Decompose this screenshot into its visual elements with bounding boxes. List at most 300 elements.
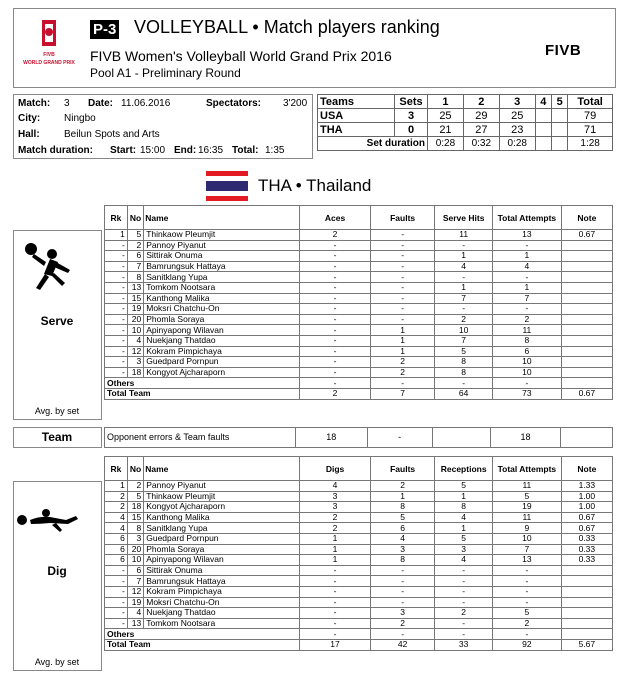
others-cell: - [300, 629, 371, 640]
dig-table [104, 456, 613, 651]
team-errors-label: Opponent errors & Team faults [105, 428, 296, 448]
set-duration-label: Set duration [318, 137, 428, 151]
cell: - [105, 272, 128, 283]
column-header: Rk [105, 206, 128, 230]
cell: 1 [435, 491, 493, 502]
score-table [317, 94, 613, 151]
cell: 4 [435, 512, 493, 523]
player-row [105, 314, 613, 325]
cell: 1 [105, 481, 128, 492]
others-row [105, 378, 613, 389]
cell: Kongyot Ajcharaporn [144, 502, 300, 513]
cell: 13 [127, 282, 143, 293]
serve-icon [22, 240, 78, 294]
team-table [104, 427, 613, 448]
cell: 2 [300, 230, 371, 241]
cell: - [105, 618, 128, 629]
cell: 2 [105, 502, 128, 513]
cell [561, 586, 612, 597]
cell: Pannoy Piyanut [144, 481, 300, 492]
player-row [105, 357, 613, 368]
cell: - [370, 293, 434, 304]
cell [561, 608, 612, 619]
player-row [105, 544, 613, 555]
cell: 7 [127, 576, 143, 587]
cell: - [493, 597, 562, 608]
cell: - [435, 576, 493, 587]
column-header: Receptions [435, 457, 493, 481]
column-header: Aces [300, 206, 371, 230]
cell [561, 272, 612, 283]
player-row [105, 512, 613, 523]
cell: 11 [493, 325, 562, 336]
thailand-flag-icon [206, 171, 248, 201]
others-cell: - [370, 378, 434, 389]
player-row [105, 261, 613, 272]
cell: 19 [493, 502, 562, 513]
cell: 5 [127, 491, 143, 502]
cell: Bamrungsuk Hattaya [144, 576, 300, 587]
cell: - [300, 240, 371, 251]
cell: Phomla Soraya [144, 544, 300, 555]
player-row [105, 597, 613, 608]
cell: - [370, 230, 434, 241]
set-score: 29 [463, 109, 499, 123]
cell: - [435, 565, 493, 576]
cell: 2 [370, 618, 434, 629]
cell: 6 [127, 565, 143, 576]
column-header: No [127, 206, 143, 230]
cell: 2 [435, 608, 493, 619]
cell [561, 314, 612, 325]
cell: - [300, 346, 371, 357]
cell: - [105, 293, 128, 304]
cell: 1 [105, 230, 128, 241]
cell: 3 [300, 491, 371, 502]
column-header: No [127, 457, 143, 481]
total-label: Total: [232, 145, 259, 156]
set-score [551, 109, 567, 123]
cell: - [370, 597, 434, 608]
cell: 8 [127, 523, 143, 534]
cell: 8 [127, 272, 143, 283]
cell: 11 [493, 512, 562, 523]
total-cell: 64 [435, 388, 493, 399]
cell: 1.00 [561, 491, 612, 502]
cell: 13 [493, 230, 562, 241]
cell [561, 240, 612, 251]
cell: - [300, 618, 371, 629]
cell: 6 [105, 544, 128, 555]
cell: 10 [127, 325, 143, 336]
set-duration [551, 137, 567, 151]
cell: - [300, 304, 371, 315]
cell: 5 [127, 230, 143, 241]
cell [561, 325, 612, 336]
cell: 2 [105, 491, 128, 502]
cell: 9 [493, 523, 562, 534]
cell: Thinkaow Pleumjit [144, 491, 300, 502]
start-label: Start: [110, 145, 137, 156]
dig-avg-label: Avg. by set [34, 657, 80, 667]
cell: 10 [493, 357, 562, 368]
cell: 1 [435, 523, 493, 534]
cell: 2 [435, 314, 493, 325]
cell: - [435, 304, 493, 315]
svg-text:WORLD GRAND PRIX: WORLD GRAND PRIX [23, 60, 75, 66]
cell: 7 [127, 261, 143, 272]
cell: - [370, 240, 434, 251]
sets-won: 3 [395, 109, 428, 123]
others-cell [561, 378, 612, 389]
cell: Kanthong Malika [144, 293, 300, 304]
cell: 1 [370, 335, 434, 346]
cell: Sanitklang Yupa [144, 272, 300, 283]
hall-value: Beilun Spots and Arts [64, 129, 160, 140]
cell: 0.33 [561, 544, 612, 555]
cell: - [300, 325, 371, 336]
total-cell: 7 [370, 388, 434, 399]
score-header: 4 [535, 95, 551, 109]
column-header: Note [561, 457, 612, 481]
player-row [105, 576, 613, 587]
serve-header-row [105, 206, 613, 230]
cell: Phomla Soraya [144, 314, 300, 325]
cell: - [300, 272, 371, 283]
cell: 3 [127, 533, 143, 544]
total-cell: 33 [435, 639, 493, 650]
cell: - [435, 597, 493, 608]
score-header-row [318, 95, 613, 109]
cell: Nuekjang Thatdao [144, 608, 300, 619]
player-row [105, 367, 613, 378]
cell: 7 [493, 293, 562, 304]
cell: 4 [127, 335, 143, 346]
cell: 4 [105, 512, 128, 523]
player-row [105, 618, 613, 629]
cell [561, 367, 612, 378]
cell [561, 346, 612, 357]
cell: - [300, 367, 371, 378]
cell: - [300, 293, 371, 304]
cell: 6 [127, 251, 143, 262]
cell: - [435, 240, 493, 251]
score-header: 2 [463, 95, 499, 109]
team-code: THA [318, 123, 395, 137]
date-label: Date: [88, 98, 114, 109]
others-cell: - [370, 629, 434, 640]
column-header: Faults [370, 457, 434, 481]
cell [561, 261, 612, 272]
duration-label: Match duration: [18, 145, 93, 156]
cell: 7 [435, 293, 493, 304]
set-duration-total: 1:28 [568, 137, 613, 151]
cell: 18 [127, 502, 143, 513]
cell: 10 [493, 533, 562, 544]
cell [561, 565, 612, 576]
cell: 15 [127, 512, 143, 523]
cell: 11 [493, 481, 562, 492]
player-row [105, 325, 613, 336]
cell: 10 [127, 555, 143, 566]
player-row [105, 608, 613, 619]
player-row [105, 293, 613, 304]
cell: - [370, 586, 434, 597]
score-header: Teams [318, 95, 395, 109]
cell: - [370, 251, 434, 262]
dig-header-row [105, 457, 613, 481]
score-row-tha [318, 123, 613, 137]
cell: 5 [493, 608, 562, 619]
player-row [105, 335, 613, 346]
cell: 1 [300, 544, 371, 555]
cell [561, 618, 612, 629]
player-row [105, 491, 613, 502]
serve-category-label: Serve [40, 314, 74, 328]
country-title: THA • Thailand [258, 176, 372, 195]
column-header: Note [561, 206, 612, 230]
cell: - [493, 304, 562, 315]
round-name: Pool A1 - Preliminary Round [90, 66, 241, 80]
score-header: 1 [428, 95, 464, 109]
player-row [105, 304, 613, 315]
team-value [432, 428, 491, 448]
cell: - [300, 597, 371, 608]
others-cell [561, 629, 612, 640]
cell: - [105, 565, 128, 576]
set-score [535, 123, 551, 137]
cell: 7 [435, 335, 493, 346]
cell: Guedpard Pornpun [144, 533, 300, 544]
cell [561, 335, 612, 346]
player-row [105, 523, 613, 534]
cell: Guedpard Pornpun [144, 357, 300, 368]
cell: 1 [493, 282, 562, 293]
cell: - [370, 314, 434, 325]
end-value: 16:35 [198, 145, 224, 156]
cell: 2 [127, 481, 143, 492]
cell [561, 357, 612, 368]
cell: 1 [435, 282, 493, 293]
cell: - [105, 251, 128, 262]
cell: - [300, 357, 371, 368]
set-score [535, 109, 551, 123]
cell: - [300, 314, 371, 325]
cell: 0.67 [561, 230, 612, 241]
total-row [105, 388, 613, 399]
cell: 3 [370, 608, 434, 619]
cell: Nuekjang Thatdao [144, 335, 300, 346]
cell: 5 [435, 346, 493, 357]
team-value: - [367, 428, 432, 448]
cell: 0.67 [561, 512, 612, 523]
cell: - [370, 576, 434, 587]
total-cell: 17 [300, 639, 371, 650]
total-points: 79 [568, 109, 613, 123]
cell: 1 [300, 555, 371, 566]
date-value: 11.06.2016 [121, 98, 171, 109]
set-duration: 0:32 [463, 137, 499, 151]
cell: 20 [127, 314, 143, 325]
cell: - [105, 304, 128, 315]
column-header: Rk [105, 457, 128, 481]
serve-table [104, 205, 613, 400]
cell: 6 [493, 346, 562, 357]
player-row [105, 481, 613, 492]
cell: Sanitklang Yupa [144, 523, 300, 534]
player-row [105, 586, 613, 597]
cell: 4 [105, 523, 128, 534]
cell: 4 [493, 261, 562, 272]
cell: 8 [435, 367, 493, 378]
player-row [105, 565, 613, 576]
cell: - [105, 314, 128, 325]
cell: 12 [127, 346, 143, 357]
others-cell: - [493, 378, 562, 389]
column-header: Total Attempts [493, 457, 562, 481]
cell: Moksri Chatchu-On [144, 304, 300, 315]
player-row [105, 251, 613, 262]
cell: - [493, 240, 562, 251]
cell: - [105, 335, 128, 346]
column-header: Faults [370, 206, 434, 230]
cell: 0.67 [561, 523, 612, 534]
cell: 2 [370, 481, 434, 492]
city-value: Ningbo [64, 113, 96, 124]
player-row [105, 240, 613, 251]
cell: - [370, 261, 434, 272]
cell: - [300, 608, 371, 619]
cell: 6 [105, 555, 128, 566]
cell: 4 [127, 608, 143, 619]
total-cell: Total Team [105, 388, 300, 399]
player-row [105, 502, 613, 513]
cell: - [435, 272, 493, 283]
cell: 3 [300, 502, 371, 513]
cell [561, 576, 612, 587]
cell: 19 [127, 304, 143, 315]
cell: - [105, 367, 128, 378]
cell: 8 [370, 502, 434, 513]
cell: 6 [105, 533, 128, 544]
cell: 5 [435, 533, 493, 544]
cell: 5 [370, 512, 434, 523]
cell: Kongyot Ajcharaporn [144, 367, 300, 378]
cell: - [105, 576, 128, 587]
total-cell: 73 [493, 388, 562, 399]
cell: - [370, 565, 434, 576]
cell: 2 [127, 240, 143, 251]
fivb-logo: FIVB [545, 42, 582, 59]
column-header: Digs [300, 457, 371, 481]
cell: - [105, 586, 128, 597]
set-score: 21 [428, 123, 464, 137]
cell: - [105, 608, 128, 619]
cell: - [493, 272, 562, 283]
cell: - [300, 335, 371, 346]
cell [561, 293, 612, 304]
team-value: 18 [296, 428, 368, 448]
cell: - [105, 357, 128, 368]
others-cell: Others [105, 378, 300, 389]
player-row [105, 282, 613, 293]
others-cell: - [493, 629, 562, 640]
cell: 4 [300, 481, 371, 492]
cell: 4 [435, 555, 493, 566]
team-value: 18 [491, 428, 560, 448]
cell: - [300, 586, 371, 597]
cell: Sittirak Onuma [144, 565, 300, 576]
cell: 1 [370, 346, 434, 357]
page-title: VOLLEYBALL • Match players ranking [134, 17, 440, 37]
cell: Apinyapong Wilavan [144, 325, 300, 336]
cell: 5 [435, 481, 493, 492]
score-header: Sets [395, 95, 428, 109]
serve-avg-label: Avg. by set [34, 406, 80, 416]
match-value: 3 [64, 98, 70, 109]
set-duration: 0:28 [428, 137, 464, 151]
city-label: City: [18, 113, 41, 124]
world-grand-prix-logo [20, 16, 78, 74]
cell: Pannoy Piyanut [144, 240, 300, 251]
score-header: 3 [499, 95, 535, 109]
cell: 12 [127, 586, 143, 597]
spectators-label: Spectators: [206, 98, 262, 109]
cell: 2 [493, 314, 562, 325]
svg-text:FIVB: FIVB [43, 52, 55, 58]
total-value: 1:35 [265, 145, 285, 156]
column-header: Total Attempts [493, 206, 562, 230]
cell: 8 [370, 555, 434, 566]
set-score: 25 [499, 109, 535, 123]
cell: 8 [435, 502, 493, 513]
set-score: 23 [499, 123, 535, 137]
cell [561, 597, 612, 608]
cell: - [105, 240, 128, 251]
total-cell: 0.67 [561, 388, 612, 399]
cell: - [493, 576, 562, 587]
cell: Sittirak Onuma [144, 251, 300, 262]
cell: 7 [493, 544, 562, 555]
cell: 1 [370, 491, 434, 502]
cell: 3 [127, 357, 143, 368]
cell: 1 [370, 325, 434, 336]
cell: 2 [370, 357, 434, 368]
cell: 5 [493, 491, 562, 502]
cell: - [493, 586, 562, 597]
cell: 2 [300, 523, 371, 534]
others-cell: - [435, 378, 493, 389]
cell: 2 [300, 512, 371, 523]
dig-icon [16, 508, 82, 534]
cell: 1 [493, 251, 562, 262]
cell: 6 [370, 523, 434, 534]
cell: - [105, 261, 128, 272]
cell: - [493, 565, 562, 576]
set-duration [535, 137, 551, 151]
player-row [105, 346, 613, 357]
cell: - [300, 565, 371, 576]
cell: 10 [435, 325, 493, 336]
cell: 13 [493, 555, 562, 566]
end-label: End: [174, 145, 197, 156]
total-points: 71 [568, 123, 613, 137]
cell: 4 [435, 261, 493, 272]
cell: Tomkom Nootsara [144, 618, 300, 629]
cell: Thinkaow Pleumjit [144, 230, 300, 241]
player-row [105, 230, 613, 241]
cell: - [300, 576, 371, 587]
